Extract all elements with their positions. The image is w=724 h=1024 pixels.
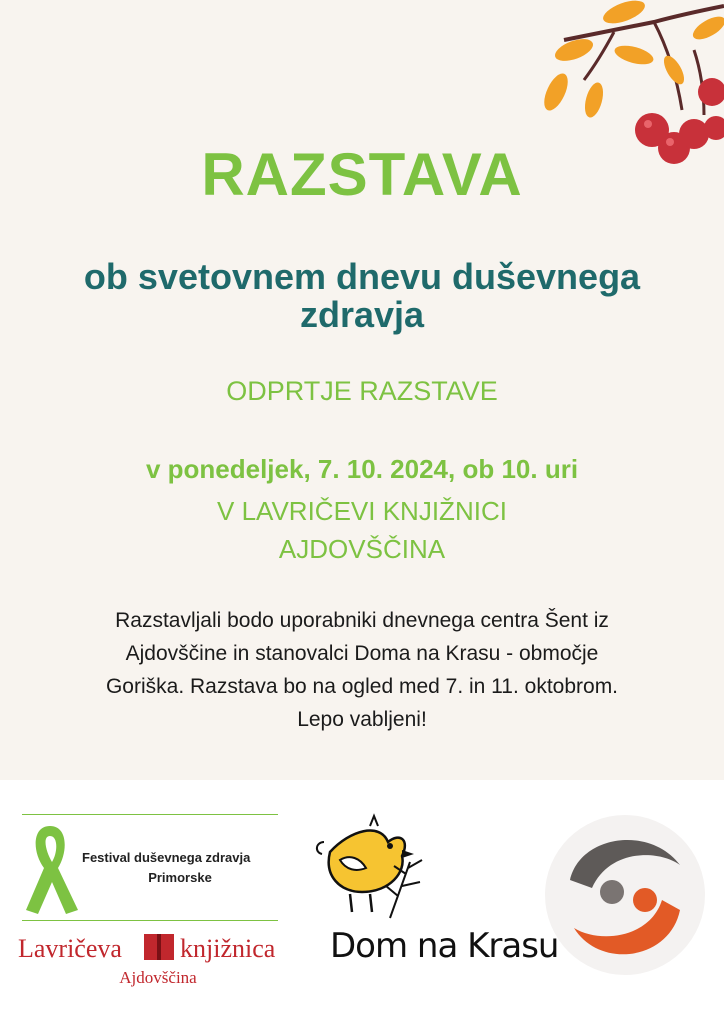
description-line: Ajdovščine in stanovalci Doma na Krasu - območje — [125, 642, 599, 665]
festival-name: Festival duševnega zdravja — [82, 850, 251, 865]
dom-na-krasu-logo — [310, 812, 559, 972]
book-icon — [142, 932, 176, 962]
description-line: Goriška. Razstava bo na ogled med 7. in 11. oktobrom. — [105, 675, 619, 698]
green-ribbon-icon — [22, 822, 78, 914]
description-line: Lepo vabljeni! — [297, 708, 427, 731]
divider — [22, 920, 278, 921]
place-line: AJDOVŠČINA — [278, 534, 446, 564]
branch-icon — [380, 852, 430, 922]
place-line: V LAVRIČEVI KNJIŽNICI — [217, 496, 507, 526]
opening-label: ODPRTJE RAZSTAVE — [226, 376, 498, 406]
library-name-right: knjižnica — [180, 934, 276, 963]
event-date: v ponedeljek, 7. 10. 2024, ob 10. uri — [145, 454, 579, 484]
event-description — [50, 604, 674, 736]
sent-logo-icon — [540, 810, 710, 980]
divider — [22, 814, 278, 815]
event-place — [0, 492, 724, 568]
poster-subtitle: ob svetovnem dnevu duševnega zdravja — [83, 256, 641, 335]
library-name-left: Lavričeva — [18, 934, 122, 963]
library-logo — [18, 930, 298, 990]
festival-region: Primorske — [148, 870, 212, 885]
dom-name: Dom na Krasu — [330, 926, 559, 966]
poster-title: RAZSTAVA — [201, 141, 523, 208]
description-line: Razstavljali bodo uporabniki dnevnega centra Šent iz — [115, 609, 609, 632]
library-city: Ajdovščina — [119, 968, 197, 987]
festival-logo — [22, 814, 278, 924]
